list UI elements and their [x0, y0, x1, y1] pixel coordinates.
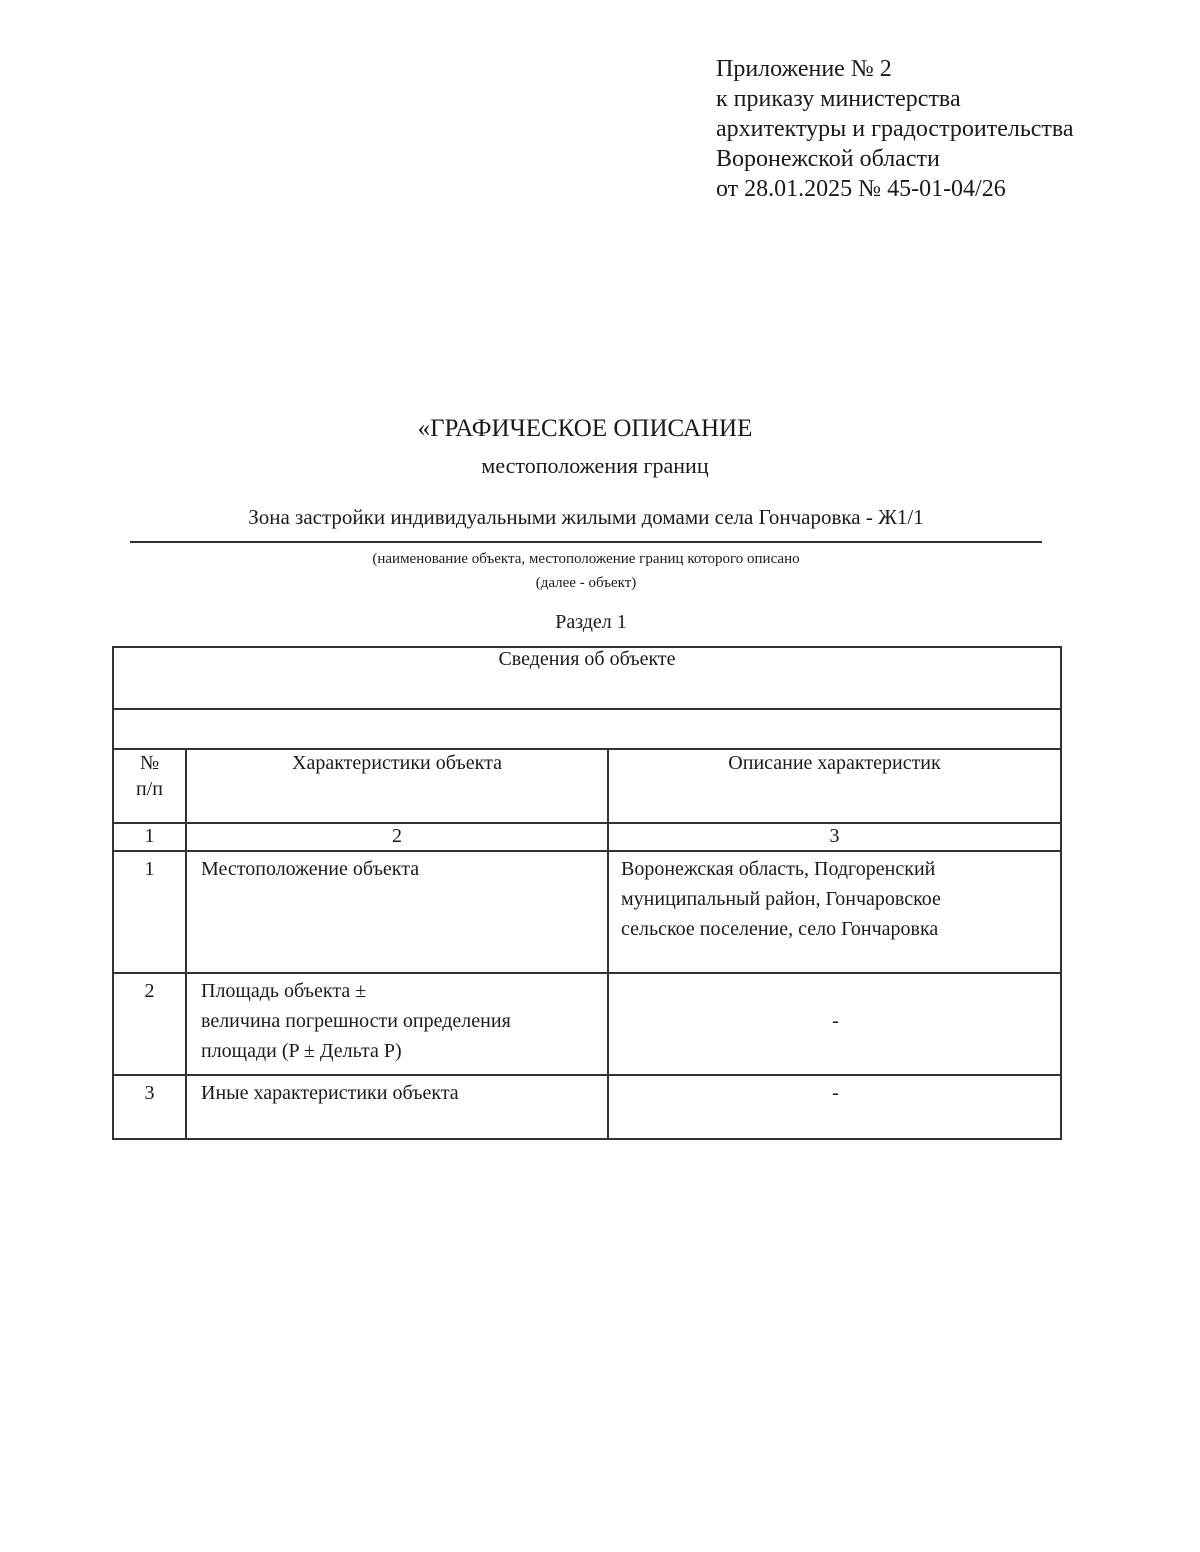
document-subtitle: местоположения границ — [481, 453, 709, 478]
row-characteristic — [186, 851, 608, 973]
row-characteristic — [186, 973, 608, 1075]
row-num: 3 — [113, 1075, 186, 1139]
characteristic-line: Иные характеристики объекта — [201, 1082, 459, 1104]
row-num: 2 — [113, 973, 186, 1075]
column-number: 1 — [113, 823, 186, 851]
table-caption-row — [113, 647, 1061, 709]
table-caption: Сведения об объекте — [113, 647, 1061, 709]
appendix-line: Воронежской области — [716, 146, 940, 172]
header-description: Описание характеристик — [608, 749, 1061, 823]
appendix-header — [716, 54, 1074, 204]
description-line: Воронежская область, Подгоренский — [621, 858, 936, 880]
object-underline — [130, 541, 1042, 543]
column-number: 3 — [608, 823, 1061, 851]
object-hint: (наименование объекта, местоположение границ которого описано — [372, 551, 800, 567]
appendix-line: от 28.01.2025 № 45-01-04/26 — [716, 176, 1006, 202]
document-title: «ГРАФИЧЕСКОЕ ОПИСАНИЕ — [417, 415, 753, 442]
appendix-line: Приложение № 2 — [716, 56, 892, 82]
row-description — [608, 1075, 1061, 1139]
row-description — [608, 973, 1061, 1075]
header-characteristics: Характеристики объекта — [186, 749, 608, 823]
characteristic-line: Местоположение объекта — [201, 858, 420, 880]
row-description — [608, 851, 1061, 973]
table-empty-row — [113, 709, 1061, 749]
row-characteristic — [186, 1075, 608, 1139]
description-line: - — [832, 1010, 839, 1032]
description-line: - — [832, 1082, 839, 1104]
object-info-table — [112, 646, 1062, 1140]
object-name: Зона застройки индивидуальными жилыми домами села Гончаровка - Ж1/1 — [248, 505, 924, 529]
characteristic-line: величина погрешности определения — [201, 1010, 511, 1032]
characteristic-line: Площадь объекта ± — [201, 980, 367, 1002]
table-empty-cell — [113, 709, 1061, 749]
table-header-row — [113, 749, 1061, 823]
appendix-line: к приказу министерства — [716, 86, 961, 112]
table-row — [113, 851, 1061, 973]
header-num-line: № — [139, 752, 160, 774]
characteristic-line: площади (P ± Дельта P) — [201, 1040, 402, 1062]
row-num: 1 — [113, 851, 186, 973]
object-hint: (далее - объект) — [535, 575, 637, 591]
column-number: 2 — [186, 823, 608, 851]
appendix-line: архитектуры и градостроительства — [716, 116, 1074, 142]
table-column-numbers-row — [113, 823, 1061, 851]
table-row — [113, 1075, 1061, 1139]
description-line: сельское поселение, село Гончаровка — [621, 918, 939, 940]
table-row — [113, 973, 1061, 1075]
header-num — [113, 749, 186, 823]
description-line: муниципальный район, Гончаровское — [621, 888, 941, 910]
section-label: Раздел 1 — [555, 611, 627, 633]
header-num-line: п/п — [136, 778, 163, 800]
